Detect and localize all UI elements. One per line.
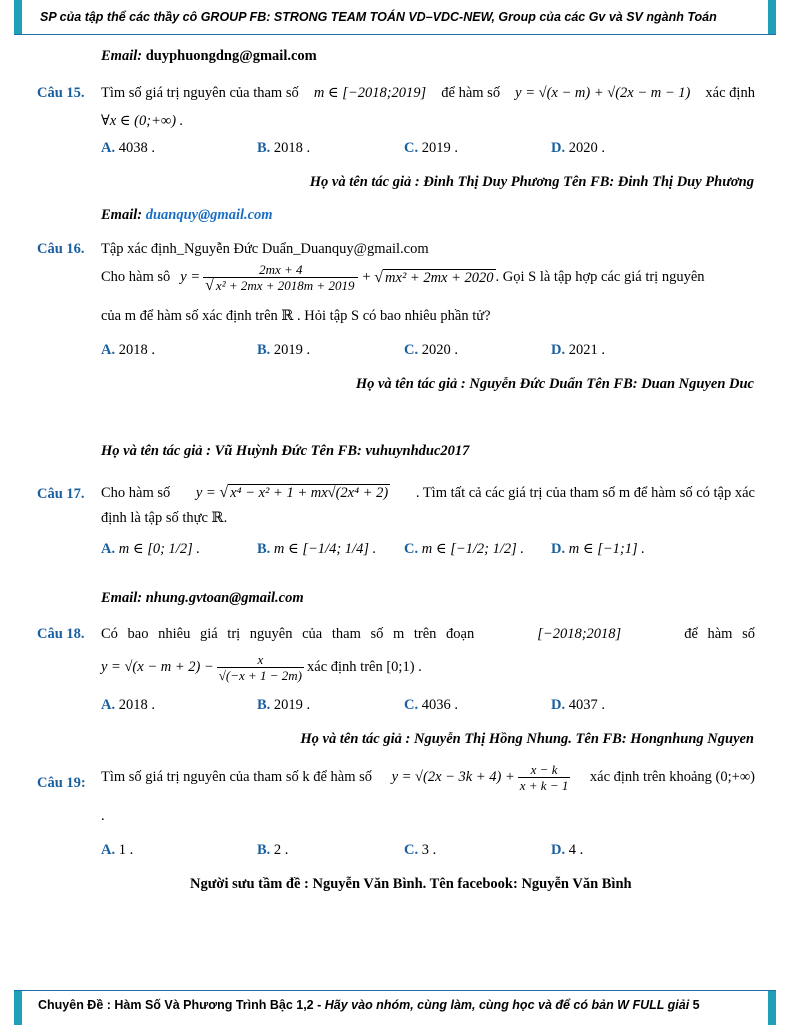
collector-credit: Người sưu tầm đề : Nguyễn Văn Bình. Tên facebook: Nguyễn Văn Bình bbox=[190, 876, 632, 892]
q16-line-2: Cho hàm sô y = $\frac{2mx + 4}{\text{√ x² + 2mx + 2018m + 2019}}$ + √ mx² + 2mx + 2020 . Gọi S là tập hợp các giá trị nguyên bbox=[101, 262, 705, 294]
page-footer bbox=[14, 990, 776, 1025]
q15-option-b: B. 2018 . bbox=[257, 140, 311, 156]
page-header bbox=[14, 0, 776, 35]
email-line-1 bbox=[101, 48, 317, 65]
q15-text-1: Tìm số giá trị nguyên của tham số bbox=[101, 85, 299, 101]
email-value: duyphuongdng@gmail.com bbox=[145, 48, 317, 64]
footer-slogan: Hãy vào nhóm, cùng làm, cùng học và để có bản W FULL giải bbox=[324, 998, 690, 1012]
q16-option-a: A. 2018 . bbox=[101, 342, 155, 358]
q17-text-1: Cho hàm số bbox=[101, 484, 171, 501]
question-16-label: Câu 16. bbox=[37, 241, 85, 257]
question-15-line-1 bbox=[101, 85, 755, 102]
q19-option-c: C. 3 . bbox=[404, 842, 437, 858]
q17-function: x⁴ − x² + 1 + mx√(2x⁴ + 2) bbox=[230, 485, 389, 501]
q17-line-1: Cho hàm số y = √ x⁴ − x² + 1 + mx√(2x⁴ + 2) . Tìm tất cả các giá trị của tham số m để hàm số có tập xác bbox=[101, 484, 755, 501]
q18-line-1 bbox=[101, 626, 755, 643]
footer-topic: Chuyên Đề : Hàm Số Và Phương Trình Bậc 1,2 - bbox=[38, 998, 322, 1012]
q17-option-d: D. m ∈ [−1;1] . bbox=[551, 541, 645, 557]
email-link[interactable]: duanquy@gmail.com bbox=[145, 207, 273, 223]
header-left-bar bbox=[14, 0, 22, 34]
q15-m-set: m ∈ [−2018;2019] bbox=[313, 85, 427, 101]
q15-option-a: A. 4038 . bbox=[101, 140, 155, 156]
q18-range: [−2018;2018] bbox=[537, 626, 622, 642]
q18-fraction: $\frac{x}{√(-x + 1 - 2m)}$ bbox=[218, 652, 303, 683]
q16-title: Tập xác định_Nguyễn Đức Duẩn_Duanquy@gmail.com bbox=[101, 241, 429, 257]
header-text: SP của tập thể các thầy cô GROUP FB: STRONG TEAM TOÁN VD–VDC-NEW, Group của các Gv và SV ngành Toán bbox=[40, 10, 717, 24]
q19-trailing-dot: . bbox=[101, 808, 105, 824]
q19-option-d: D. 4 . bbox=[551, 842, 584, 858]
q18-text-1: Có bao nhiêu giá trị nguyên của tham số m trên đoạn bbox=[101, 626, 475, 642]
q19-option-b: B. 2 . bbox=[257, 842, 289, 858]
q19-text-1: Tìm số giá trị nguyên của tham số k để hàm số bbox=[101, 769, 373, 785]
q18-option-a: A. 2018 . bbox=[101, 697, 155, 713]
q17-text-2: . Tìm tất cả các giá trị của tham số m để hàm số có tập xác bbox=[415, 484, 755, 501]
q16-author: Họ và tên tác giả : Nguyễn Đức Duẩn Tên FB: Duan Nguyen Duc bbox=[355, 376, 754, 392]
q16-option-d: D. 2021 . bbox=[551, 342, 605, 358]
email-value: nhung.gvtoan@gmail.com bbox=[145, 590, 304, 606]
header-right-bar bbox=[768, 0, 776, 34]
question-17-label: Câu 17. bbox=[37, 486, 85, 502]
q16-text-2: . Gọi S là tập hợp các giá trị nguyên bbox=[495, 269, 705, 285]
q19-option-a: A. 1 . bbox=[101, 842, 134, 858]
q15-condition: ∀x ∈ (0;+∞) . bbox=[101, 113, 184, 129]
q17-author: Họ và tên tác giả : Vũ Huỳnh Đức Tên FB: vuhuynhduc2017 bbox=[101, 443, 470, 459]
q15-option-c: C. 2019 . bbox=[404, 140, 458, 156]
email-label: Email: bbox=[101, 590, 143, 606]
q15-author: Họ và tên tác giả : Đinh Thị Duy Phương Tên FB: Đinh Thị Duy Phương bbox=[309, 174, 754, 190]
q18-line-2 bbox=[101, 652, 422, 683]
page-number: 5 bbox=[692, 998, 700, 1012]
q18-text-3: xác định trên [0;1) . bbox=[307, 659, 422, 675]
q16-option-b: B. 2019 . bbox=[257, 342, 311, 358]
q15-text-2: để hàm số bbox=[441, 85, 501, 101]
q16-fraction: $\frac{2mx + 4}{\text{√ x² + 2mx + 2018m + 2019}}$ bbox=[203, 262, 358, 293]
email-label: Email: bbox=[101, 48, 143, 64]
q18-option-d: D. 4037 . bbox=[551, 697, 605, 713]
q15-text-3: xác định bbox=[705, 85, 755, 101]
q19-line-1 bbox=[101, 762, 755, 793]
footer-text bbox=[38, 998, 700, 1012]
q18-function: y = √(x − m + 2) − bbox=[101, 659, 214, 675]
question-18-label: Câu 18. bbox=[37, 626, 85, 642]
q16-text-1: Cho hàm sô bbox=[101, 269, 171, 285]
question-19-label: Câu 19: bbox=[37, 775, 86, 791]
q18-option-b: B. 2019 . bbox=[257, 697, 311, 713]
q19-function: y = √(2x − 3k + 4) + bbox=[391, 769, 515, 785]
q19-text-2: xác định trên khoảng (0;+∞) bbox=[589, 769, 755, 785]
q16-option-c: C. 2020 . bbox=[404, 342, 458, 358]
q16-radical: mx² + 2mx + 2020 bbox=[385, 269, 494, 286]
q17-option-c: C. m ∈ [−1/2; 1/2] . bbox=[404, 541, 525, 557]
email-label: Email: bbox=[101, 207, 143, 223]
footer-right-bar bbox=[768, 991, 776, 1025]
q18-text-2: để hàm số bbox=[684, 626, 755, 642]
email-line-3 bbox=[101, 590, 304, 607]
q15-function: y = √(x − m) + √(2x − m − 1) bbox=[515, 85, 691, 101]
q17-option-b: B. m ∈ [−1/4; 1/4] . bbox=[257, 541, 377, 557]
q16-line-3: của m để hàm số xác định trên ℝ . Hỏi tập S có bao nhiêu phần tử? bbox=[101, 308, 491, 324]
q18-author: Họ và tên tác giả : Nguyễn Thị Hồng Nhung. Tên FB: Hongnhung Nguyen bbox=[300, 731, 754, 747]
q18-option-c: C. 4036 . bbox=[404, 697, 458, 713]
q15-option-d: D. 2020 . bbox=[551, 140, 605, 156]
q17-option-a: A. m ∈ [0; 1/2] . bbox=[101, 541, 200, 557]
question-15-label: Câu 15. bbox=[37, 85, 85, 101]
email-line-2 bbox=[101, 207, 273, 224]
footer-left-bar bbox=[14, 991, 22, 1025]
q19-fraction: $\frac{x - k}{x + k - 1}$ bbox=[519, 762, 569, 793]
q17-line-2: định là tập số thực ℝ. bbox=[101, 510, 228, 526]
